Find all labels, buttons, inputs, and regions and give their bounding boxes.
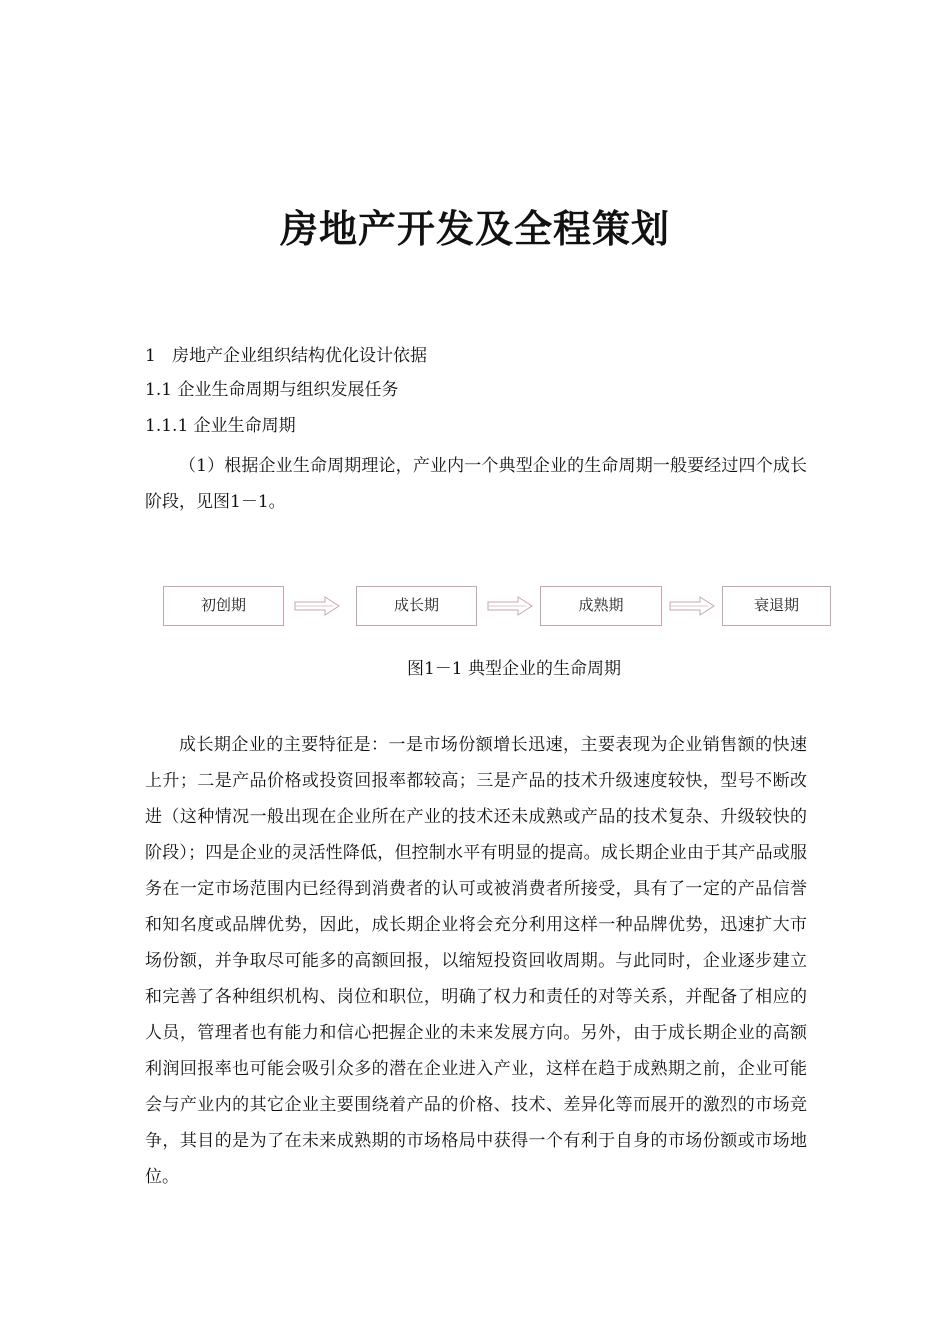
stage-box-startup: 初创期: [163, 586, 284, 626]
paragraph-growth-stage: 成长期企业的主要特征是：一是市场份额增长迅速，主要表现为企业销售额的快速上升；二是产品价格或投资回报率都较高；三是产品的技术升级速度较快，型号不断改进（这种情况一般出现在企业所在产业的技术还未成熟或产品的技术复杂、升级较快的阶段）；四是企业的灵活性降低，但控制水平有明显的提高。成长期企业由于其产品或服务在一定市场范围内已经得到消费者的认可或被消费者所接受，具有了一定的产品信誉和知名度或品牌优势，因此，成长期企业将会充分利用这样一种品牌优势，迅速扩大市场份额，并争取尽可能多的高额回报，以缩短投资回收周期。与此同时，企业逐步建立和完善了各种组织机构、岗位和职位，明确了权力和责任的对等关系，并配备了相应的人员，管理者也有能力和信心把握企业的未来发展方向。另外，由于成长期企业的高额利润回报率也可能会吸引众多的潜在企业进入产业，这样在趋于成熟期之前，企业可能会与产业内的其它企业主要围绕着产品的价格、技术、差异化等而展开的激烈的市场竞争，其目的是为了在未来成熟期的市场格局中获得一个有利于自身的市场份额或市场地位。: [145, 735, 807, 1187]
subsubsection-heading: 1.1.1 企业生命周期: [145, 416, 296, 436]
subsection-heading: 1.1 企业生命周期与组织发展任务: [145, 380, 399, 400]
lifecycle-diagram: [0, 580, 950, 640]
paragraph-intro: （1）根据企业生命周期理论，产业内一个典型企业的生命周期一般要经过四个成长阶段，见图1－1。: [145, 456, 807, 512]
stage-box-maturity: 成熟期: [540, 586, 662, 626]
right-arrow-icon: [486, 596, 534, 616]
section-number: 1: [145, 346, 156, 366]
figure-caption: 图1－1 典型企业的生命周期: [406, 659, 622, 679]
right-arrow-icon: [668, 596, 716, 616]
section-heading-1: [145, 343, 427, 369]
stage-box-growth: 成长期: [356, 586, 477, 626]
stage-box-decline: 衰退期: [722, 586, 831, 626]
document-title: 房地产开发及全程策划: [279, 207, 670, 251]
section-heading-text: 房地产企业组织结构优化设计依据: [172, 346, 427, 366]
right-arrow-icon: [293, 596, 341, 616]
